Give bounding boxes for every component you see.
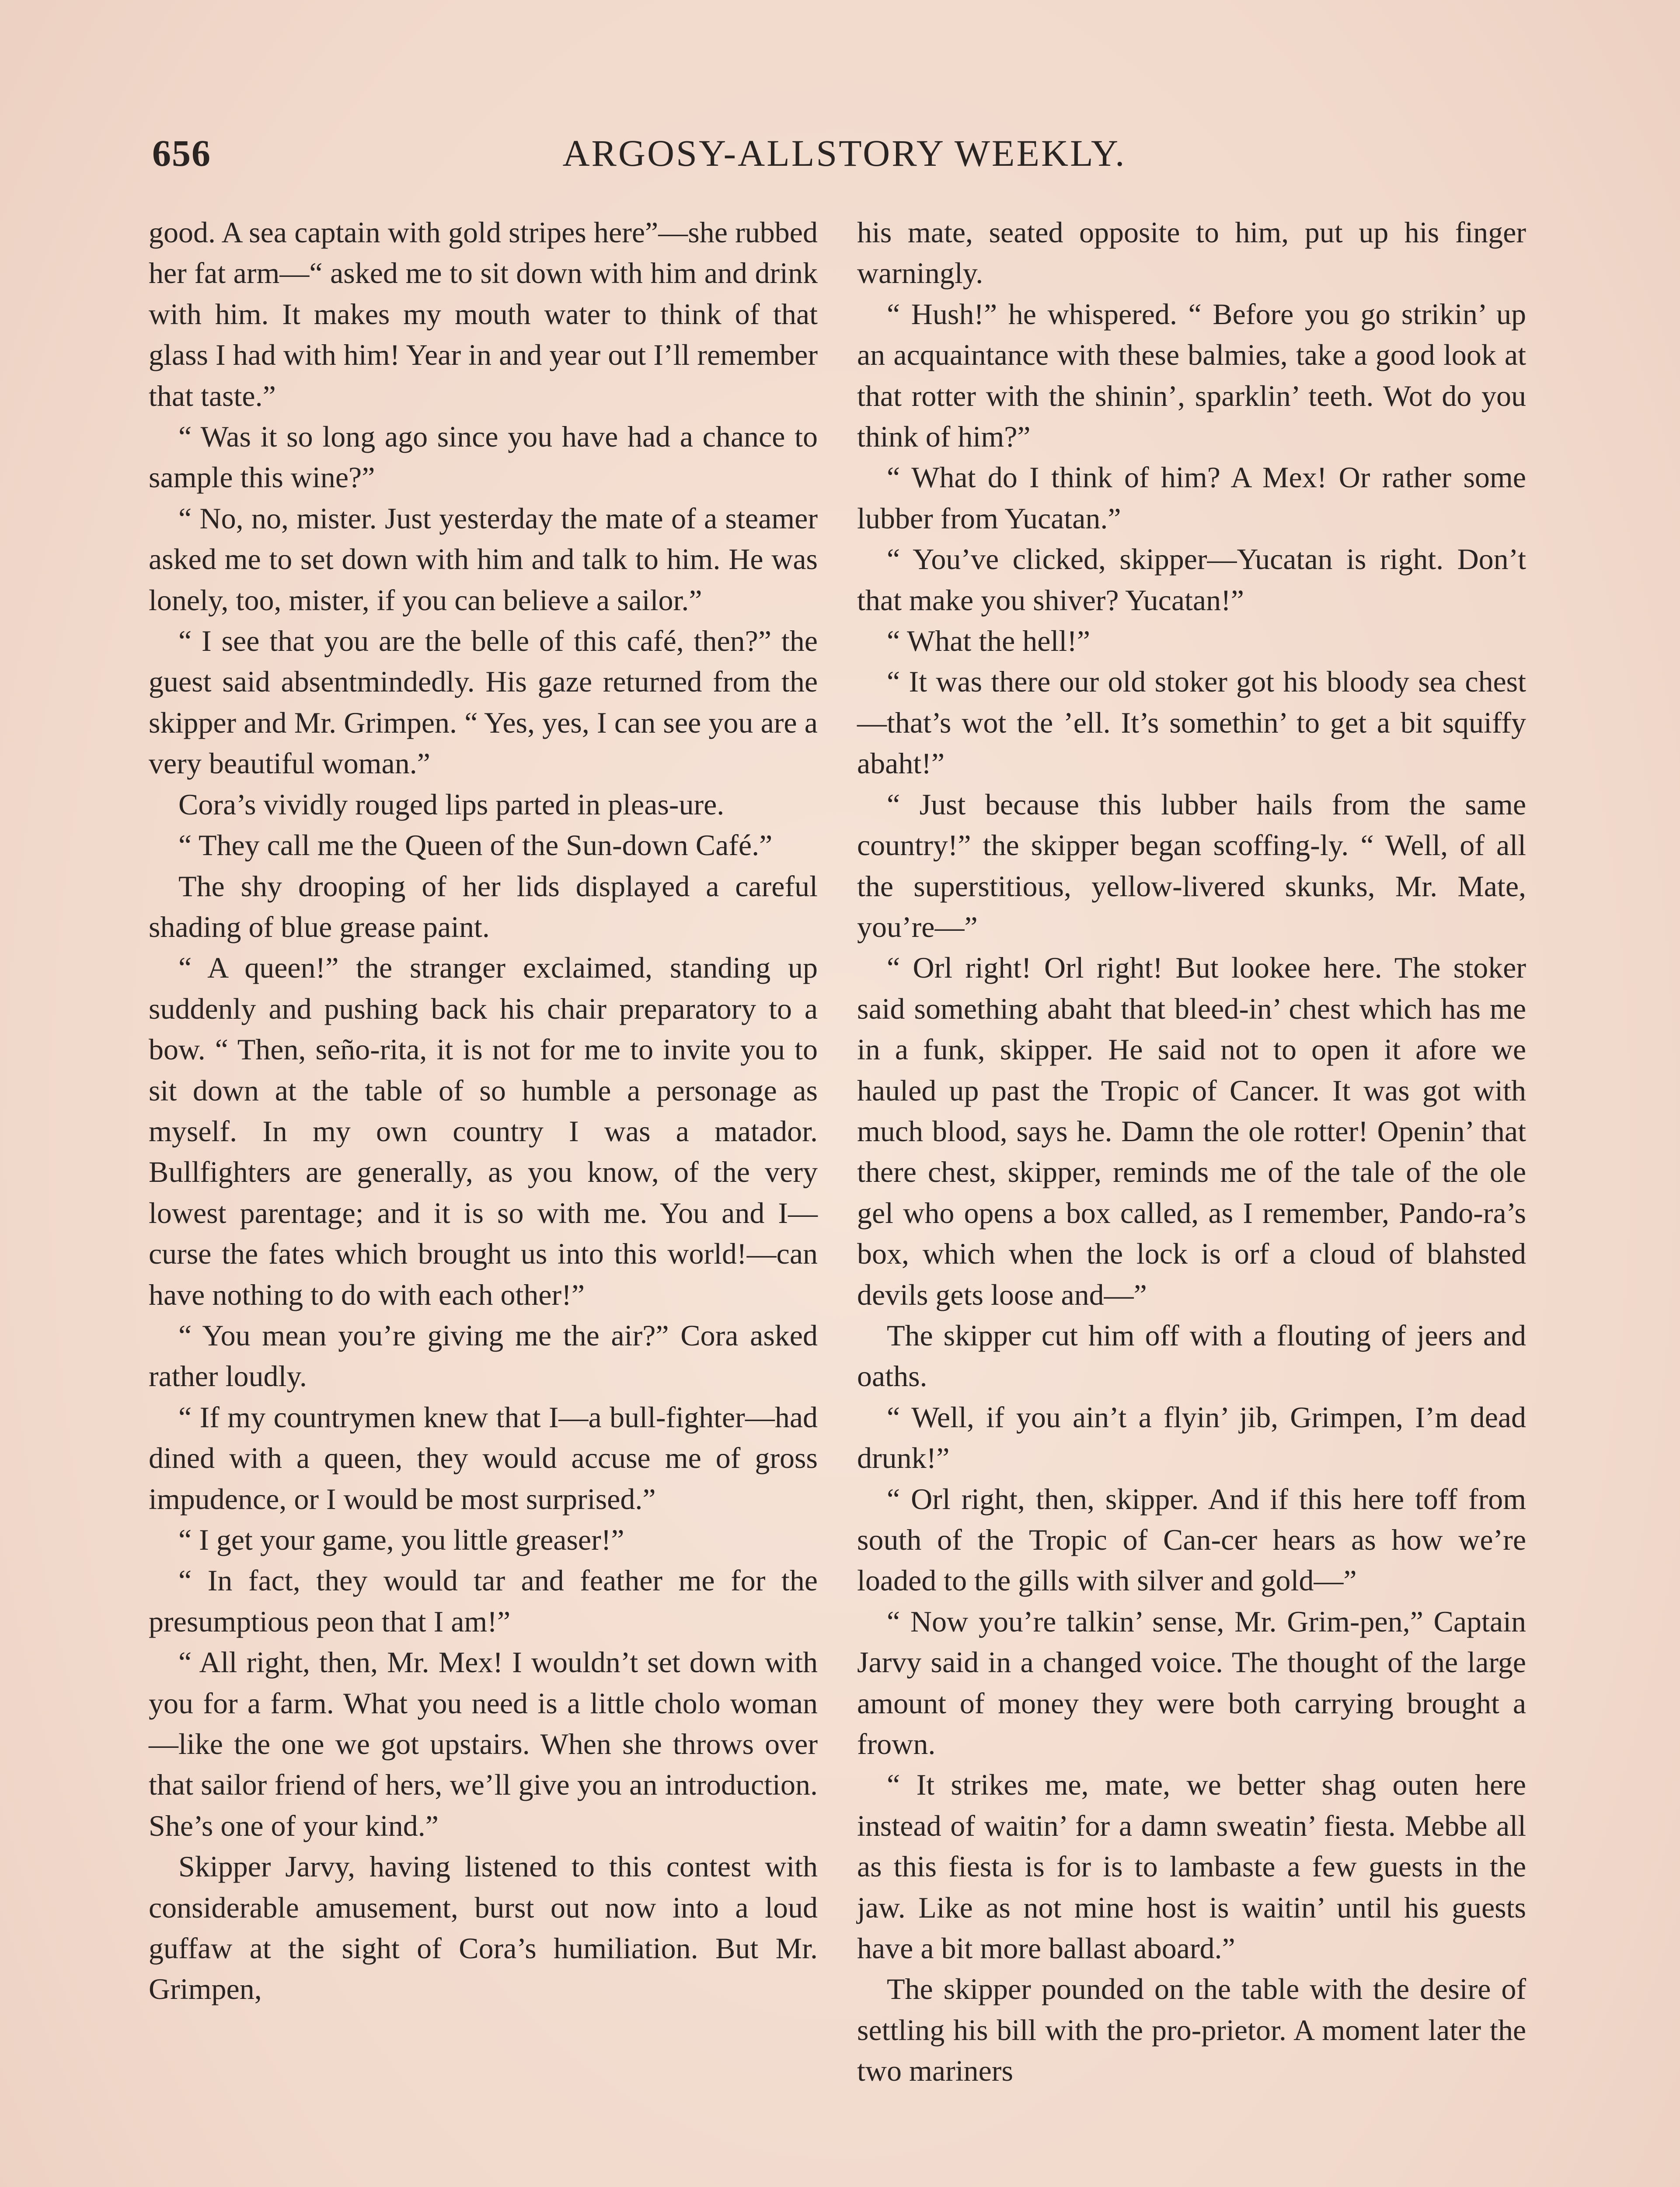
paragraph: “ They call me the Queen of the Sun-down Café.” xyxy=(178,828,773,862)
paragraph: “ I see that you are the belle of this café, then?” the guest said absentmindedly. His gaze returned from the skipper and Mr. Grimpen. “ Yes, yes, I can see you are a very beautiful woman.” xyxy=(149,624,818,780)
paragraph: “ What the hell!” xyxy=(887,624,1091,658)
paragraph: his mate, seated opposite to him, put up his finger warningly. xyxy=(857,216,1526,290)
paragraph: “ A queen!” the stranger exclaimed, standing up suddenly and pushing back his chair preparatory to a bow. “ Then, seño-rita, it is not for me to invite you to sit down at the table of so humble a personage as myself. In my own country I was a matador. Bullfighters are generally, as you know, of the very lowest parentage; and it is so with me. You and I—curse the fates which brought us into this world!—can have nothing to do with each other!” xyxy=(149,951,818,1311)
paragraph: The skipper pounded on the table with the desire of settling his bill with the pro-prietor. A moment later the two mariners xyxy=(857,1972,1526,2088)
paragraph: The shy drooping of her lids displayed a careful shading of blue grease paint. xyxy=(149,869,818,943)
paragraph: “ Orl right, then, skipper. And if this here toff from south of the Tropic of Can-cer hears as how we’re loaded to the gills with silver and gold—” xyxy=(857,1482,1526,1597)
paragraph: “ Was it so long ago since you have had a chance to sample this wine?” xyxy=(149,420,818,494)
paragraph: “ Orl right! Orl right! But lookee here. The stoker said something abaht that bleed-in’ chest which has me in a funk, skipper. He said not to open it afore we hauled up past the Tropic of Cancer. It was got with much blood, says he. Damn the ole rotter! Openin’ that there chest, skipper, reminds me of the tale of the ole gel who opens a box called, as I remember, Pando-ra’s box, which when the lock is orf a cloud of blahsted devils gets loose and—” xyxy=(857,951,1526,1311)
running-title: ARGOSY-ALLSTORY WEEKLY. xyxy=(562,132,1126,174)
paragraph: “ It strikes me, mate, we better shag outen here instead of waitin’ for a damn sweatin’ fiesta. Mebbe all as this fiesta is for is to lambaste a few guests in the jaw. Like as not mine host is waitin’ until his guests have a bit more ballast aboard.” xyxy=(857,1768,1526,1965)
paragraph: “ Hush!” he whispered. “ Before you go strikin’ up an acquaintance with these balmies, take a good look at that rotter with the shinin’, sparklin’ teeth. Wot do you think of him?” xyxy=(857,297,1526,454)
page-number: 656 xyxy=(152,132,211,174)
page-header xyxy=(152,131,1537,184)
paragraph: “ In fact, they would tar and feather me for the presumptious peon that I am!” xyxy=(149,1564,818,1638)
paragraph: “ Well, if you ain’t a flyin’ jib, Grimpen, I’m dead drunk!” xyxy=(857,1400,1526,1475)
paragraph: “ You mean you’re giving me the air?” Cora asked rather loudly. xyxy=(149,1318,818,1393)
paragraph: “ I get your game, you little greaser!” xyxy=(178,1523,624,1556)
paragraph: good. A sea captain with gold stripes here”—she rubbed her fat arm—“ asked me to sit down with him and drink with him. It makes my mouth water to think of that glass I had with him! Year in and year out I’ll remember that taste.” xyxy=(149,216,818,412)
right-column xyxy=(857,212,1526,2092)
paragraph: “ No, no, mister. Just yesterday the mate of a steamer asked me to set down with him and talk to him. He was lonely, too, mister, if you can believe a sailor.” xyxy=(149,501,818,617)
paragraph: “ What do I think of him? A Mex! Or rather some lubber from Yucatan.” xyxy=(857,461,1526,535)
left-column xyxy=(149,212,818,2010)
paragraph: Skipper Jarvy, having listened to this contest with considerable amusement, burst out now into a loud guffaw at the sight of Cora’s humiliation. But Mr. Grimpen, xyxy=(149,1850,818,2006)
paragraph: “ Now you’re talkin’ sense, Mr. Grim-pen,” Captain Jarvy said in a changed voice. The thought of the large amount of money they were both carrying brought a frown. xyxy=(857,1604,1526,1761)
paragraph: The skipper cut him off with a flouting of jeers and oaths. xyxy=(857,1318,1526,1393)
paragraph: “ You’ve clicked, skipper—Yucatan is right. Don’t that make you shiver? Yucatan!” xyxy=(857,542,1526,617)
paragraph: “ All right, then, Mr. Mex! I wouldn’t set down with you for a farm. What you need is a little cholo woman—like the one we got upstairs. When she throws over that sailor friend of hers, we’ll give you an introduction. She’s one of your kind.” xyxy=(149,1645,818,1842)
paragraph: “ Just because this lubber hails from the same country!” the skipper began scoffing-ly. “ Well, of all the superstitious, yellow-livered skunks, Mr. Mate, you’re—” xyxy=(857,787,1526,943)
paragraph: “ If my countrymen knew that I—a bull-fighter—had dined with a queen, they would accuse me of gross impudence, or I would be most surprised.” xyxy=(149,1400,818,1516)
paragraph: Cora’s vividly rouged lips parted in pleas-ure. xyxy=(178,787,725,821)
paragraph: “ It was there our old stoker got his bloody sea chest—that’s wot the ’ell. It’s somethin’ to get a bit squiffy abaht!” xyxy=(857,665,1526,780)
